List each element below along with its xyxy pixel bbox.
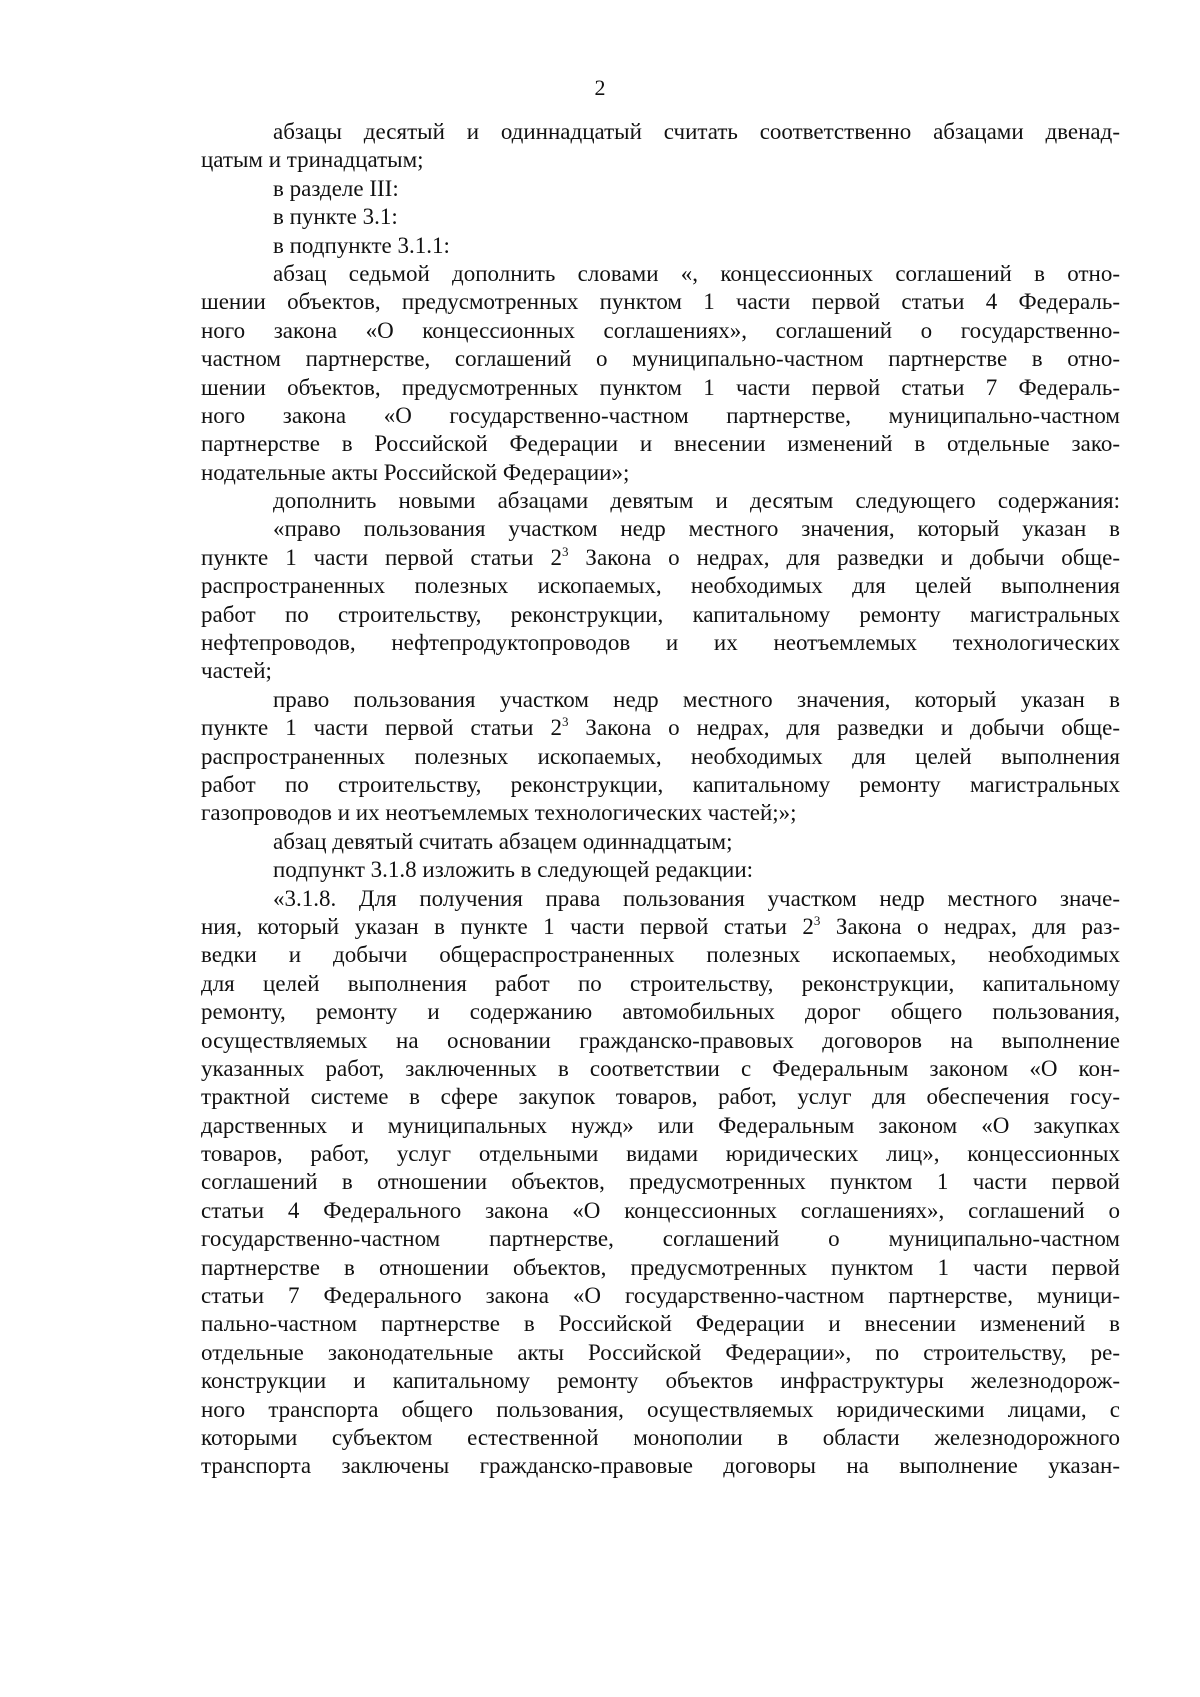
text-segment: Закона о недрах, для разведки и добычи обще-: [568, 544, 1120, 570]
superscript: 3: [561, 714, 569, 730]
text-line: подпункт 3.1.8 изложить в следующей редакции:: [273, 857, 754, 883]
text-line: «право пользования участком недр местного значения, который указан в: [273, 516, 1120, 542]
text-line: абзацы десятый и одиннадцатый считать соответственно абзацами двенад-: [273, 119, 1120, 144]
document-body: [201, 118, 1120, 1481]
text-line: партнерстве в отношении объектов, предусмотренных пунктом 1 части первой: [201, 1254, 1120, 1280]
text-line: абзац седьмой дополнить словами «, концессионных соглашений в отно-: [273, 260, 1120, 286]
text-line: статьи 4 Федерального закона «О концессионных соглашениях», соглашений о: [201, 1197, 1120, 1223]
text-line: статьи 7 Федерального закона «О государственно-частном партнерстве, муници-: [201, 1283, 1120, 1309]
text-line: партнерстве в Российской Федерации и внесении изменений в отдельные зако-: [201, 431, 1120, 457]
text-line: цатым и тринадцатым;: [201, 147, 424, 173]
text-line: для целей выполнения работ по строительству, реконструкции, капитальному: [201, 970, 1120, 996]
text-segment: ния, который указан в пункте 1 части первой статьи 2: [201, 913, 814, 939]
text-line: нефтепроводов, нефтепродуктопроводов и их неотъемлемых технологических: [201, 630, 1120, 656]
text-line: абзац девятый считать абзацем одиннадцатым;: [273, 828, 733, 854]
text-segment: пункте 1 части первой статьи 2: [201, 544, 562, 570]
text-line: товаров, работ, услуг отдельными видами юридических лиц», концессионных: [201, 1141, 1120, 1167]
text-line: работ по строительству, реконструкции, капитальному ремонту магистральных: [201, 771, 1120, 797]
text-line: трактной системе в сфере закупок товаров, работ, услуг для обеспечения госу-: [201, 1084, 1120, 1110]
text-line: осуществляемых на основании гражданско-правовых договоров на выполнение: [201, 1027, 1120, 1053]
text-line: ного транспорта общего пользования, осуществляемых юридическими лицами, с: [201, 1396, 1120, 1422]
text-line: ного закона «О государственно-частном партнерстве, муниципально-частном: [201, 402, 1120, 428]
text-line: пально-частном партнерстве в Российской Федерации и внесении изменений в: [201, 1311, 1120, 1337]
text-line: дополнить новыми абзацами девятым и десятым следующего содержания:: [273, 488, 1120, 514]
text-line: частей;: [201, 658, 272, 684]
text-line: отдельные законодательные акты Российской Федерации», по строительству, ре-: [201, 1339, 1120, 1365]
text-line: распространенных полезных ископаемых, необходимых для целей выполнения: [201, 573, 1120, 599]
text-line: транспорта заключены гражданско-правовые договоры на выполнение указан-: [201, 1453, 1120, 1479]
text-line: шении объектов, предусмотренных пунктом 1 части первой статьи 4 Федераль-: [201, 289, 1120, 315]
text-line: [201, 714, 1120, 742]
text-line: «3.1.8. Для получения права пользования участком недр местного значе-: [273, 885, 1120, 911]
text-line: [201, 544, 1120, 572]
text-line: в подпункте 3.1.1:: [273, 232, 450, 258]
text-line: шении объектов, предусмотренных пунктом 1 части первой статьи 7 Федераль-: [201, 374, 1120, 400]
text-line: соглашений в отношении объектов, предусмотренных пунктом 1 части первой: [201, 1169, 1120, 1195]
superscript: 3: [813, 912, 821, 928]
text-line: частном партнерстве, соглашений о муниципально-частном партнерстве в отно-: [201, 346, 1120, 372]
text-line: в пункте 3.1:: [273, 204, 398, 230]
text-line: ведки и добычи общераспространенных полезных ископаемых, необходимых: [201, 942, 1120, 968]
text-line: дарственных и муниципальных нужд» или Федеральным законом «О закупках: [201, 1112, 1120, 1138]
text-line: ного закона «О концессионных соглашениях», соглашений о государственно-: [201, 317, 1120, 343]
page-number: 2: [594, 75, 606, 100]
text-line: нодательные акты Российской Федерации»;: [201, 459, 630, 485]
text-segment: Закона о недрах, для разведки и добычи обще-: [568, 715, 1120, 741]
text-segment: Закона о недрах, для раз-: [820, 913, 1121, 939]
text-line: распространенных полезных ископаемых, необходимых для целей выполнения: [201, 743, 1120, 769]
text-line: государственно-частном партнерстве, соглашений о муниципально-частном: [201, 1226, 1120, 1252]
text-line: конструкции и капитальному ремонту объектов инфраструктуры железнодорож-: [201, 1368, 1120, 1394]
text-line: ремонту, ремонту и содержанию автомобильных дорог общего пользования,: [201, 999, 1120, 1025]
text-line: работ по строительству, реконструкции, капитальному ремонту магистральных: [201, 601, 1120, 627]
text-line: [201, 913, 1120, 941]
text-line: право пользования участком недр местного значения, который указан в: [273, 686, 1120, 712]
text-line: указанных работ, заключенных в соответствии с Федеральным законом «О кон-: [201, 1055, 1120, 1081]
text-line: которыми субъектом естественной монополии в области железнодорожного: [201, 1424, 1120, 1450]
superscript: 3: [561, 543, 569, 559]
text-line: газопроводов и их неотъемлемых технологических частей;»;: [201, 800, 797, 826]
text-segment: пункте 1 части первой статьи 2: [201, 715, 562, 741]
text-line: в разделе III:: [273, 175, 399, 201]
